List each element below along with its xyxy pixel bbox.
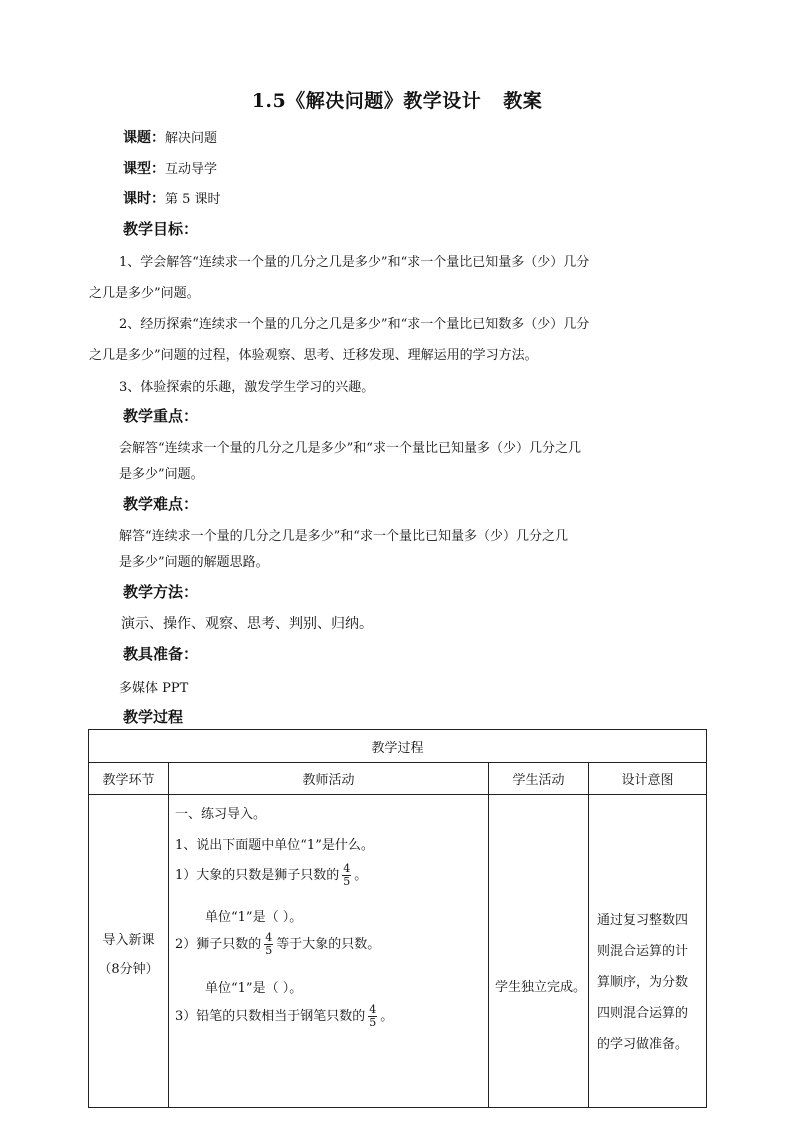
teacher-line-3-text: 1）大象的只数是狮子只数的	[175, 868, 340, 883]
goal-1-line-b: 之几是多少”问题。	[89, 286, 200, 301]
teacher-line-1: 一、练习导入。	[175, 807, 267, 822]
goals-heading: 教学目标：	[123, 220, 199, 238]
fraction-four-fifths	[342, 863, 351, 888]
teacher-line-5	[175, 932, 380, 957]
teacher-line-6: 单位“1”是（ ）。	[205, 981, 303, 996]
method-heading: 教学方法：	[123, 583, 199, 601]
subject-label: 课题：	[123, 130, 165, 146]
fraction-numerator: 4	[343, 862, 351, 875]
fraction-denominator: 5	[369, 1016, 377, 1029]
teacher-line-7	[175, 1004, 393, 1029]
method-text: 演示、操作、观察、思考、判别、归纳。	[121, 616, 373, 632]
period-label: 课时：	[123, 191, 165, 207]
teacher-line-7-end: 。	[380, 1009, 394, 1024]
teacher-line-4: 单位“1”是（ ）。	[205, 910, 303, 925]
type-value: 互动导学	[165, 162, 218, 177]
title-main: 1.5《解决问题》教学设计	[251, 90, 482, 112]
teacher-line-2: 1、说出下面题中单位“1”是什么。	[175, 838, 374, 853]
teacher-line-5-end: 等于大象的只数。	[276, 937, 381, 952]
goal-1-line-a: 1、学会解答“连续求一个量的几分之几是多少”和“求一个量比已知量多（少）几分	[119, 255, 590, 270]
key-line-2: 是多少”问题。	[119, 467, 204, 482]
goal-2-line-a: 2、经历探索“连续求一个量的几分之几是多少”和“求一个量比已知数多（少）几分	[119, 317, 590, 332]
process-heading: 教学过程	[123, 708, 184, 726]
stage-time: （8分钟）	[98, 962, 159, 977]
fraction-numerator: 4	[265, 931, 273, 944]
subject-line	[123, 127, 217, 147]
teacher-line-3	[175, 863, 367, 888]
table-row	[89, 795, 707, 1108]
teacher-line-3-end: 。	[354, 868, 368, 883]
difficulty-line-2: 是多少”问题的解题思路。	[119, 555, 269, 570]
table-caption-row	[89, 730, 707, 763]
table-caption: 教学过程	[89, 730, 707, 763]
table-header-row	[89, 763, 707, 795]
fraction-four-fifths	[368, 1004, 377, 1029]
fraction-numerator: 4	[369, 1003, 377, 1016]
column-header-teacher: 教师活动	[169, 763, 489, 795]
stage-name: 导入新课	[102, 933, 155, 948]
document-title	[0, 86, 794, 113]
fraction-denominator: 5	[343, 875, 351, 888]
type-label: 课型：	[123, 161, 165, 177]
difficulty-line-1: 解答“连续求一个量的几分之几是多少”和“求一个量比已知量多（少）几分之几	[119, 529, 568, 544]
fraction-denominator: 5	[265, 944, 273, 957]
subject-value: 解决问题	[165, 131, 218, 146]
period-line	[123, 188, 221, 208]
stage-cell	[89, 795, 169, 1108]
teacher-activity-cell	[169, 795, 489, 1108]
student-activity-cell	[489, 795, 589, 1108]
column-header-student: 学生活动	[489, 763, 589, 795]
fraction-four-fifths	[264, 932, 273, 957]
prep-heading: 教具准备：	[123, 645, 199, 663]
difficulty-heading: 教学难点：	[123, 495, 199, 513]
title-suffix: 教案	[503, 90, 543, 112]
period-value: 第 5 课时	[165, 192, 221, 207]
column-header-intent: 设计意图	[589, 763, 707, 795]
teacher-line-5-text: 2）狮子只数的	[175, 937, 262, 952]
key-heading: 教学重点：	[123, 407, 199, 425]
key-line-1: 会解答“连续求一个量的几分之几是多少”和“求一个量比已知量多（少）几分之几	[119, 441, 581, 456]
prep-text: 多媒体 PPT	[119, 681, 189, 696]
lesson-process-table	[88, 729, 707, 1108]
goal-2-line-b: 之几是多少”问题的过程，体验观察、思考、迁移发现、理解运用的学习方法。	[89, 348, 538, 363]
student-activity-text: 学生独立完成。	[495, 979, 587, 995]
teacher-line-7-text: 3）铅笔的只数相当于钢笔只数的	[175, 1009, 366, 1024]
column-header-stage: 教学环节	[89, 763, 169, 795]
type-line	[123, 158, 217, 178]
goal-3-line: 3、体验探索的乐趣，激发学生学习的兴趣。	[119, 380, 375, 395]
design-intent-cell: 通过复习整数四则混合运算的计算顺序，为分数四则混合运算的的学习做准备。	[589, 795, 707, 1108]
